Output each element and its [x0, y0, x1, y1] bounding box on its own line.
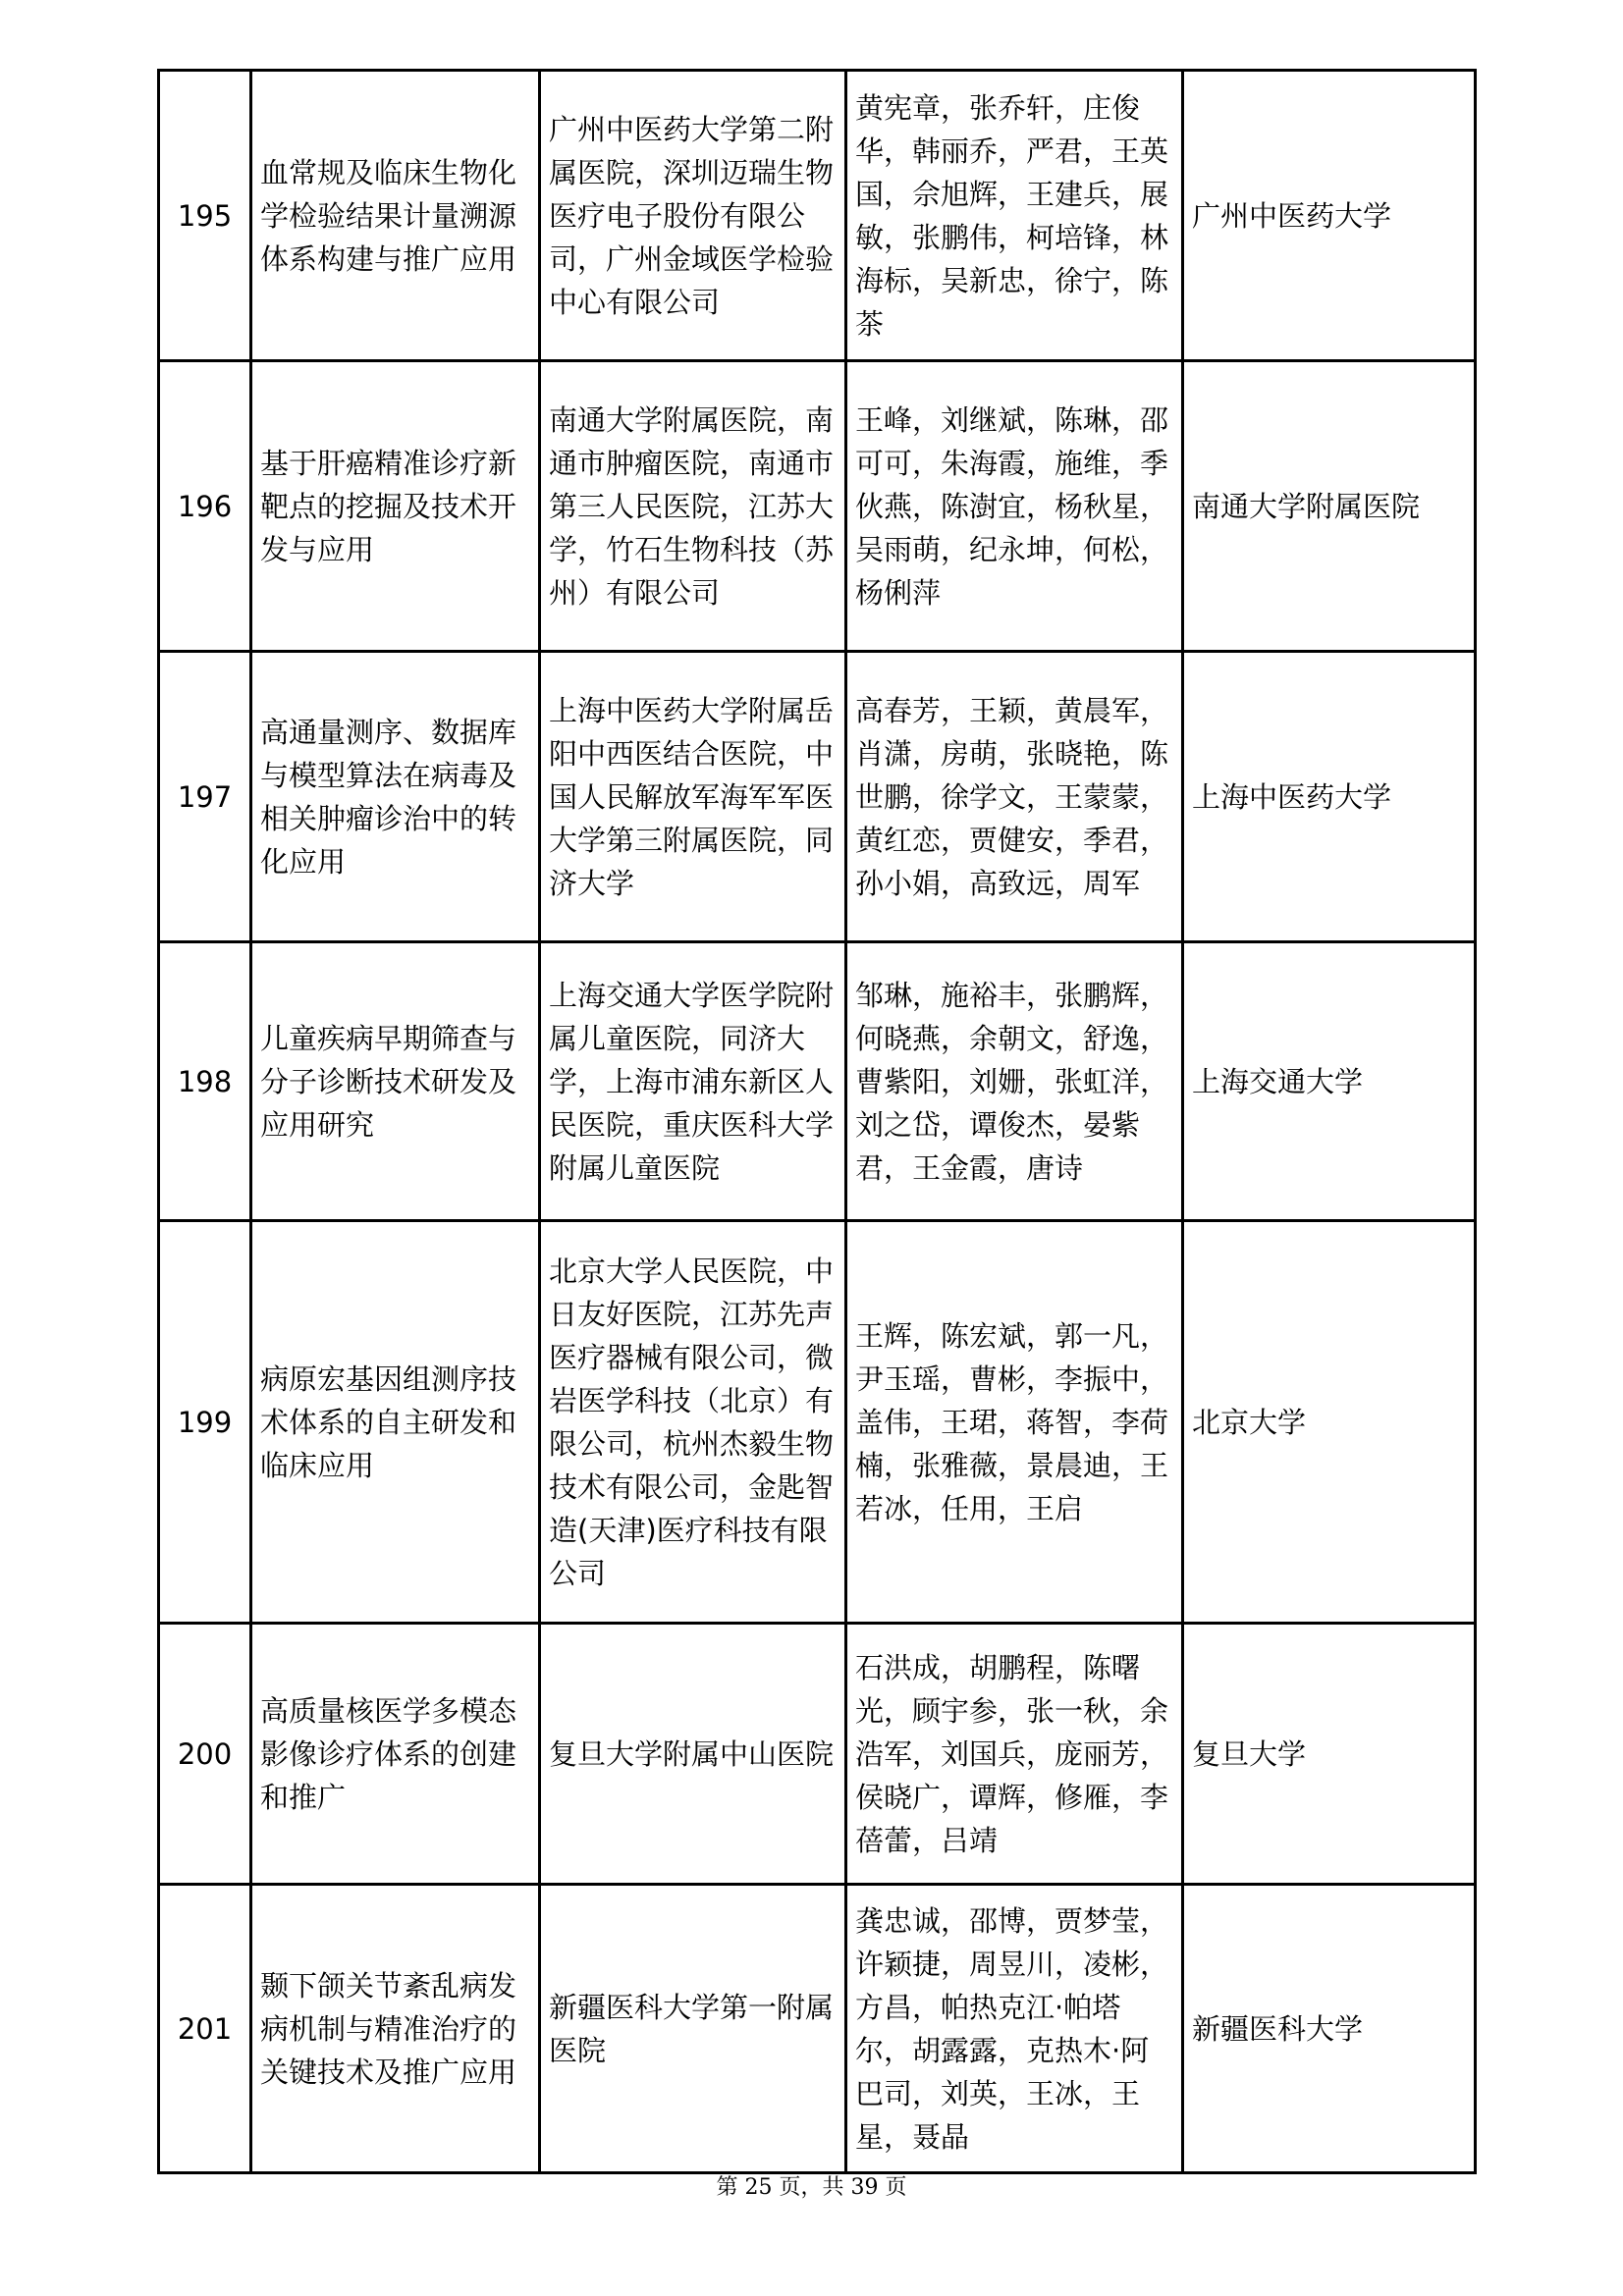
completing-people: 龚忠诚，邵博，贾梦莹，许颖捷，周昱川，凌彬，方昌，帕热克江·帕塔尔，胡露露，克热木·阿巴司，刘英，王冰，王星，聂晶	[846, 1885, 1183, 2173]
nominating-unit: 南通大学附属医院	[1183, 361, 1476, 652]
completing-units: 上海中医药大学附属岳阳中西医结合医院，中国人民解放军海军军医大学第三附属医院，同济大学	[540, 652, 846, 942]
nominating-unit: 复旦大学	[1183, 1624, 1476, 1885]
completing-people: 高春芳，王颖，黄晨军，肖潇，房萌，张晓艳，陈世鹏，徐学文，王蒙蒙，黄红恋，贾健安，季君，孙小娟，高致远，周军	[846, 652, 1183, 942]
completing-units: 复旦大学附属中山医院	[540, 1624, 846, 1885]
project-title: 血常规及临床生物化学检验结果计量溯源体系构建与推广应用	[251, 71, 540, 361]
project-title: 高质量核医学多模态影像诊疗体系的创建和推广	[251, 1624, 540, 1885]
project-title: 儿童疾病早期筛查与分子诊断技术研发及应用研究	[251, 942, 540, 1221]
nominating-unit: 上海交通大学	[1183, 942, 1476, 1221]
nominating-unit: 广州中医药大学	[1183, 71, 1476, 361]
row-number: 201	[159, 1885, 251, 2173]
completing-units: 北京大学人民医院，中日友好医院，江苏先声医疗器械有限公司，微岩医学科技（北京）有限公司，杭州杰毅生物技术有限公司，金匙智造(天津)医疗科技有限公司	[540, 1221, 846, 1624]
table-row	[159, 1885, 1476, 2173]
completing-units: 新疆医科大学第一附属医院	[540, 1885, 846, 2173]
row-number: 195	[159, 71, 251, 361]
page-footer: 第 25 页，共 39 页	[716, 2175, 907, 2200]
project-title: 高通量测序、数据库与模型算法在病毒及相关肿瘤诊治中的转化应用	[251, 652, 540, 942]
nominating-unit: 上海中医药大学	[1183, 652, 1476, 942]
project-title: 颞下颌关节紊乱病发病机制与精准治疗的关键技术及推广应用	[251, 1885, 540, 2173]
completing-units: 广州中医药大学第二附属医院，深圳迈瑞生物医疗电子股份有限公司，广州金域医学检验中心有限公司	[540, 71, 846, 361]
row-number: 198	[159, 942, 251, 1221]
nominating-unit: 北京大学	[1183, 1221, 1476, 1624]
row-number: 197	[159, 652, 251, 942]
awards-table	[157, 69, 1477, 2174]
row-number: 196	[159, 361, 251, 652]
table-row	[159, 942, 1476, 1221]
table-row	[159, 1624, 1476, 1885]
completing-people: 邹琳，施裕丰，张鹏辉，何晓燕，余朝文，舒逸，曹紫阳，刘姗，张虹洋，刘之岱，谭俊杰，晏紫君，王金霞，唐诗	[846, 942, 1183, 1221]
completing-people: 王峰，刘继斌，陈琳，邵可可，朱海霞，施维，季伙燕，陈澍宜，杨秋星，吴雨萌，纪永坤，何松，杨俐萍	[846, 361, 1183, 652]
table-row	[159, 652, 1476, 942]
nominating-unit: 新疆医科大学	[1183, 1885, 1476, 2173]
table-row	[159, 361, 1476, 652]
project-title: 基于肝癌精准诊疗新靶点的挖掘及技术开发与应用	[251, 361, 540, 652]
completing-units: 上海交通大学医学院附属儿童医院，同济大学，上海市浦东新区人民医院，重庆医科大学附属儿童医院	[540, 942, 846, 1221]
table-row	[159, 71, 1476, 361]
completing-people: 石洪成，胡鹏程，陈曙光，顾宇参，张一秋，余浩军，刘国兵，庞丽芳，侯晓广，谭辉，修雁，李蓓蕾，吕靖	[846, 1624, 1183, 1885]
table-row	[159, 1221, 1476, 1624]
row-number: 200	[159, 1624, 251, 1885]
completing-people: 黄宪章，张乔轩，庄俊华，韩丽乔，严君，王英国，佘旭辉，王建兵，展敏，张鹏伟，柯培锋，林海标，吴新忠，徐宁，陈茶	[846, 71, 1183, 361]
completing-units: 南通大学附属医院，南通市肿瘤医院，南通市第三人民医院，江苏大学，竹石生物科技（苏州）有限公司	[540, 361, 846, 652]
project-title: 病原宏基因组测序技术体系的自主研发和临床应用	[251, 1221, 540, 1624]
row-number: 199	[159, 1221, 251, 1624]
completing-people: 王辉，陈宏斌，郭一凡，尹玉瑶，曹彬，李振中，盖伟，王珺，蒋智，李荷楠，张雅薇，景晨迪，王若冰，任用，王启	[846, 1221, 1183, 1624]
